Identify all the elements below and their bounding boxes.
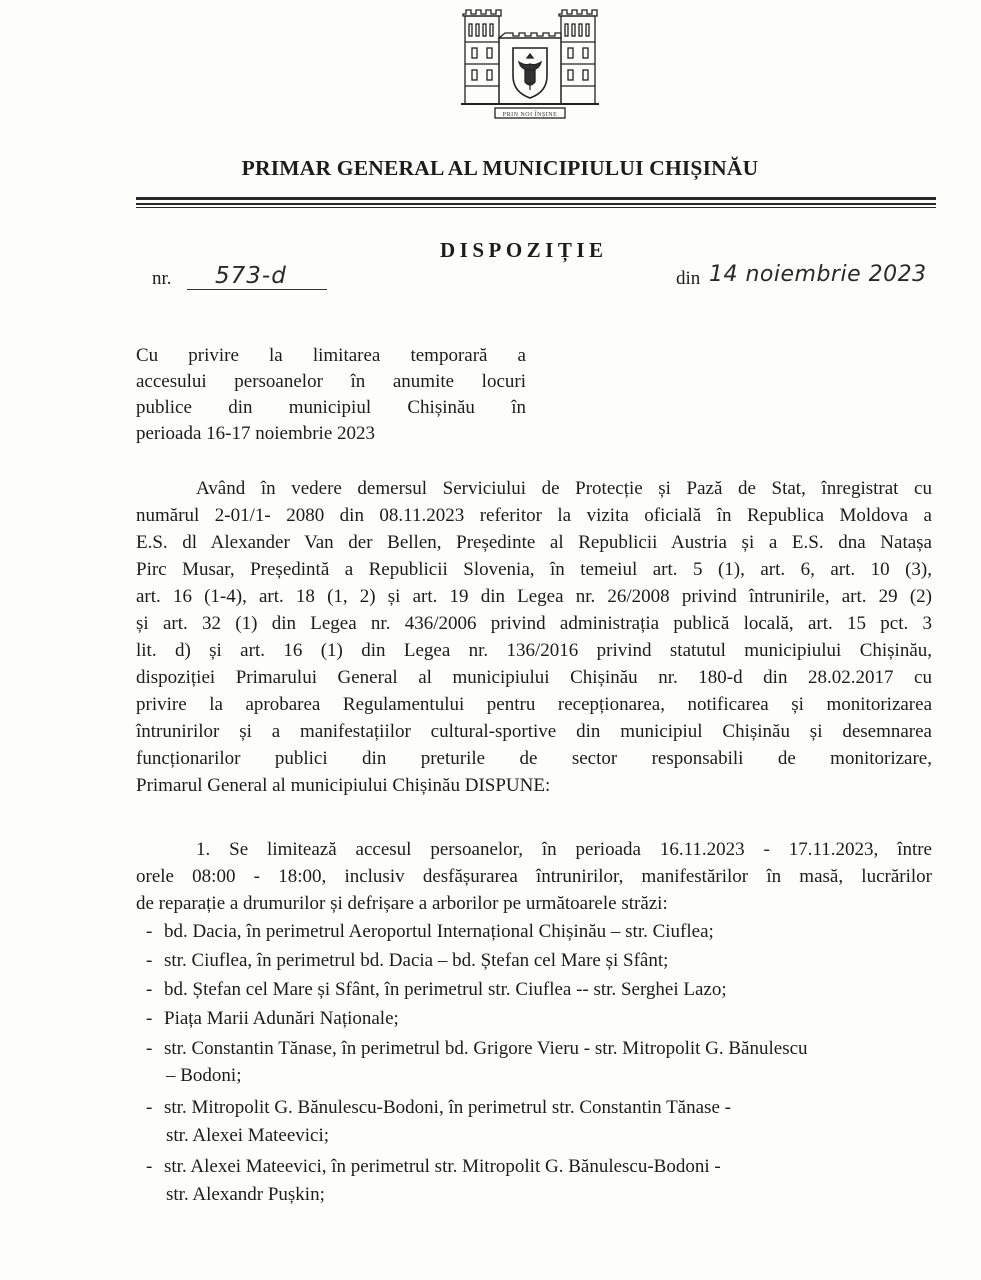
subject-line: accesului persoanelor în anumite locuri — [136, 371, 526, 392]
preamble-line: Primarul General al municipiului Chișinău DISPUNE: — [136, 775, 551, 796]
preamble-line: lit. d) și art. 16 (1) din Legea nr. 136/2016 privind statutul municipiului Chișinău, — [136, 640, 932, 661]
header-divider — [136, 197, 936, 200]
date-label: din — [676, 268, 701, 289]
header-divider — [136, 207, 936, 208]
street-list-item: - str. Constantin Tănase, în perimetrul bd. Grigore Vieru - str. Mitropolit G. Bănulescu — [146, 1038, 808, 1059]
preamble-line: art. 16 (1-4), art. 18 (1, 2) și art. 19 din Legea nr. 26/2008 privind întrunirile, art. 29 (2) — [136, 586, 932, 607]
preamble-line: dispoziției Primarului General al municipiului Chișinău nr. 180-d din 28.02.2017 cu — [136, 667, 932, 688]
institution-title: PRIMAR GENERAL AL MUNICIPIULUI CHIȘINĂU — [241, 156, 759, 180]
subject-line: publice din municipiul Chișinău în — [136, 397, 526, 418]
preamble-line: privire la aprobarea Regulamentului pentru recepționarea, notificarea și monitorizarea — [136, 694, 932, 715]
street-list-item: - str. Ciuflea, în perimetrul bd. Dacia – bd. Ștefan cel Mare și Sfânt; — [146, 950, 669, 971]
street-list-item-continuation: – Bodoni; — [166, 1065, 242, 1086]
preamble-line: Având în vedere demersul Serviciului de Protecție și Pază de Stat, înregistrat cu — [196, 478, 932, 499]
coat-of-arms-icon — [455, 4, 605, 122]
document-type: DISPOZIȚIE — [440, 238, 608, 262]
preamble-line: Pirc Musar, Președintă a Republicii Slovenia, în temeiul art. 5 (1), art. 6, art. 10 (3), — [136, 559, 932, 580]
clause-line: orele 08:00 - 18:00, inclusiv desfășurarea întrunirilor, manifestărilor în masă, lucrărilor — [136, 866, 932, 887]
street-list-item: - bd. Ștefan cel Mare și Sfânt, în perimetrul str. Ciuflea -- str. Serghei Lazo; — [146, 979, 727, 1000]
preamble-line: întrunirilor și a manifestațiilor cultural-sportive din municipiul Chișinău și desemnarea — [136, 721, 932, 742]
document-date: 14 noiembrie 2023 — [709, 262, 927, 287]
subject-line: perioada 16-17 noiembrie 2023 — [136, 423, 376, 444]
clause-line: 1. Se limitează accesul persoanelor, în perioada 16.11.2023 - 17.11.2023, între — [196, 839, 932, 860]
subject-line: Cu privire la limitarea temporară a — [136, 345, 526, 366]
preamble-line: și art. 32 (1) din Legea nr. 436/2006 privind administrația publică locală, art. 15 pct. 3 — [136, 613, 932, 634]
street-list-item: - str. Mitropolit G. Bănulescu-Bodoni, în perimetrul str. Constantin Tănase - — [146, 1097, 731, 1118]
preamble-line: E.S. dl Alexander Van der Bellen, Președinte al Republicii Austria și a E.S. dna Natașa — [136, 532, 932, 553]
street-list-item: - Piața Marii Adunări Naționale; — [146, 1008, 399, 1029]
street-list-item-continuation: str. Alexandr Pușkin; — [166, 1184, 325, 1205]
document-number: 573-d — [187, 263, 327, 290]
street-list-item: - bd. Dacia, în perimetrul Aeroportul Internațional Chișinău – str. Ciuflea; — [146, 921, 714, 942]
street-list-item-continuation: str. Alexei Mateevici; — [166, 1125, 330, 1146]
preamble-line: funcționarilor publici din preturile de sector responsabili de monitorizare, — [136, 748, 932, 769]
number-label: nr. — [152, 268, 172, 289]
clause-line: de reparație a drumurilor și defrișare a arborilor pe următoarele străzi: — [136, 893, 668, 914]
svg-text:PRIN NOI ÎNȘINE: PRIN NOI ÎNȘINE — [502, 112, 558, 118]
preamble-line: numărul 2-01/1- 2080 din 08.11.2023 referitor la vizita oficială în Republica Moldova a — [136, 505, 932, 526]
street-list-item: - str. Alexei Mateevici, în perimetrul str. Mitropolit G. Bănulescu-Bodoni - — [146, 1156, 721, 1177]
header-divider — [136, 203, 936, 205]
